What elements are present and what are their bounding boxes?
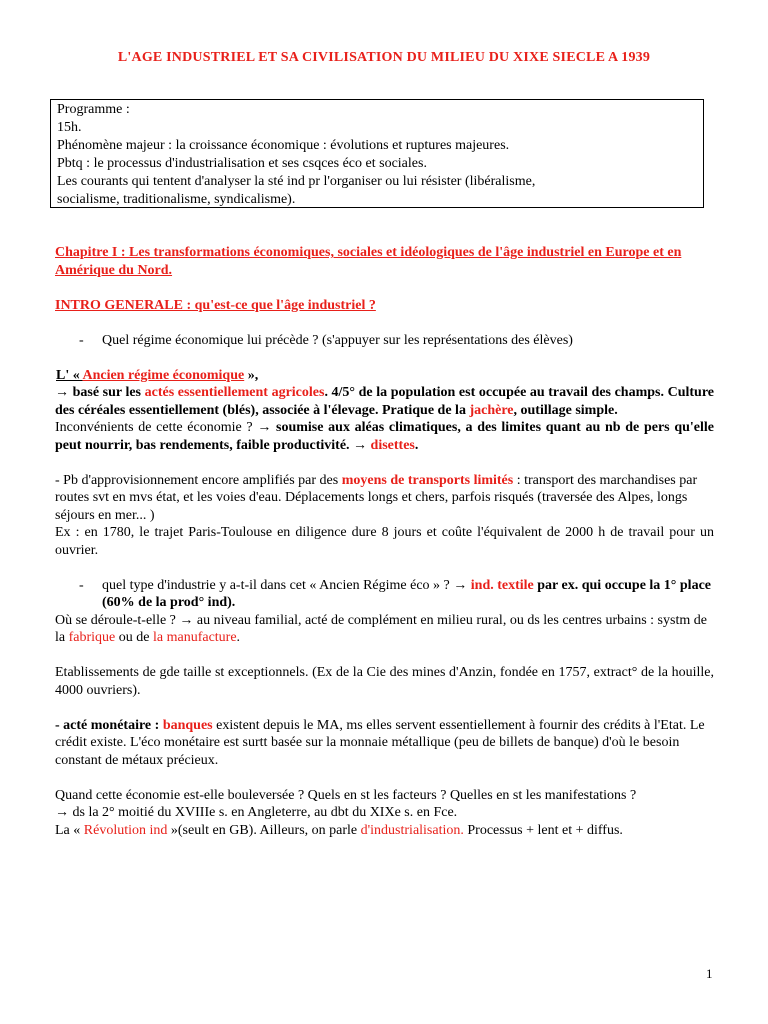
question-regime [55,332,714,350]
question-industrie: - quel type d'industrie y a-t-il dans cet « Ancien Régime éco » ? → ind. textile par ex. qui occupe la 1° place (60% de la prod° ind). [79,577,711,610]
page-number: 1 [706,966,713,981]
document-title: L'AGE INDUSTRIEL ET SA CIVILISATION DU MILIEU DU XIXE SIECLE A 1939 [117,50,651,65]
bullet-dash: - [79,577,84,593]
monetaire-paragraph: - acté monétaire : banques existent depuis le MA, ms elles servent essentiellement à fournir des crédits à l'Etat. Le crédit existe. L'éco monétaire est surtt basée sur la monnaie métallique (peu de billets de banque) d'où le besoin constant de métaux précieux. [55,717,705,768]
question-regime-text: Quel régime économique lui précède ? (s'appuyer sur les représentations des élèves) [102,332,573,348]
actes-agricoles: actés essentiellement agricoles [144,385,325,400]
ind-textile: ind. textile [470,577,534,593]
etablissements-paragraph: Etablissements de gde taille st exceptionnels. (Ex de la Cie des mines d'Anzin, fondée en 1757, extract° de la houille, 4000 ouvriers). [55,665,714,698]
inconvenients-paragraph: Inconvénients de cette économie ? → soumise aux aléas climatiques, a des limites quant au nb de pers qu'elle peut nourrir, bas rendements, faible productivité. → disettes. [55,420,714,453]
programme-box [50,99,704,208]
quand-answer-1: → ds la 2° moitié du XVIIIe s. en Angleterre, au dbt du XIXe s. en Fce. [55,805,458,820]
deroule-paragraph: Où se déroule-t-elle ? → au niveau familial, acté de complément en milieu rural, ou ds les centres urbains : systm de la fabrique ou de la manufacture. [55,612,707,645]
moyens-transports: moyens de transports limités [341,472,514,488]
quand-question: Quand cette économie est-elle bouleversée ? Quels en st les facteurs ? Quelles en st les manifestations ? [55,787,637,803]
ancien-regime-label: Ancien régime économique [82,367,245,383]
programme-line: Les courants qui tentent d'analyser la sté ind pr l'organiser ou lui résister (libéralisme, [57,174,536,189]
ancien-regime-heading: L' « Ancien régime économique », [56,367,259,383]
jachere: jachère [469,402,514,418]
bullet-dash: - [79,332,84,348]
transport-paragraph: - Pb d'approvisionnement encore amplifiés par des moyens de transports limités : transport des marchandises par routes svt en mvs état, et les voies d'eau. Déplacements longs et chers, parfois risqués (traversée des Alpes, longs séjours en mer... ) [55,472,698,523]
industrialisation: d'industrialisation. [360,822,464,838]
ancien-regime-paragraph: → basé sur les actés essentiellement agricoles. 4/5° de la population est occupée au travail des champs. Culture des céréales essentiellement (blés), associée à l'élevage. Pratique de la jachère, outillage simple. [55,385,714,418]
example-paris-toulouse: Ex : en 1780, le trajet Paris-Toulouse en diligence dure 8 jours et coûte l'équivalent de 2000 h de travail pour un ouvrier. [55,525,714,558]
programme-line: Phénomène majeur : la croissance économique : évolutions et ruptures majeures. [57,138,510,153]
chapter-title: Chapitre I : Les transformations économiques, sociales et idéologiques de l'âge industriel en Europe et en Amérique du Nord. [55,245,682,278]
intro-heading: INTRO GENERALE : qu'est-ce que l'âge industriel ? [55,297,376,313]
main-content [55,244,714,839]
programme-line: 15h. [57,120,82,135]
programme-line: socialisme, traditionalisme, syndicalisme). [57,192,296,207]
programme-line: Programme : [57,102,130,117]
manufacture: la manufacture [152,630,237,645]
programme-line: Pbtq : le processus d'industrialisation et ses csqces éco et sociales. [57,156,427,171]
fabrique: fabrique [68,630,116,645]
revolution-ind: Révolution ind [83,822,168,838]
disettes: disettes [370,437,415,453]
banques: banques [162,717,213,733]
quand-answer-2: La « Révolution ind »(seult en GB). Ailleurs, on parle d'industrialisation. Processus + lent et + diffus. [55,822,623,838]
